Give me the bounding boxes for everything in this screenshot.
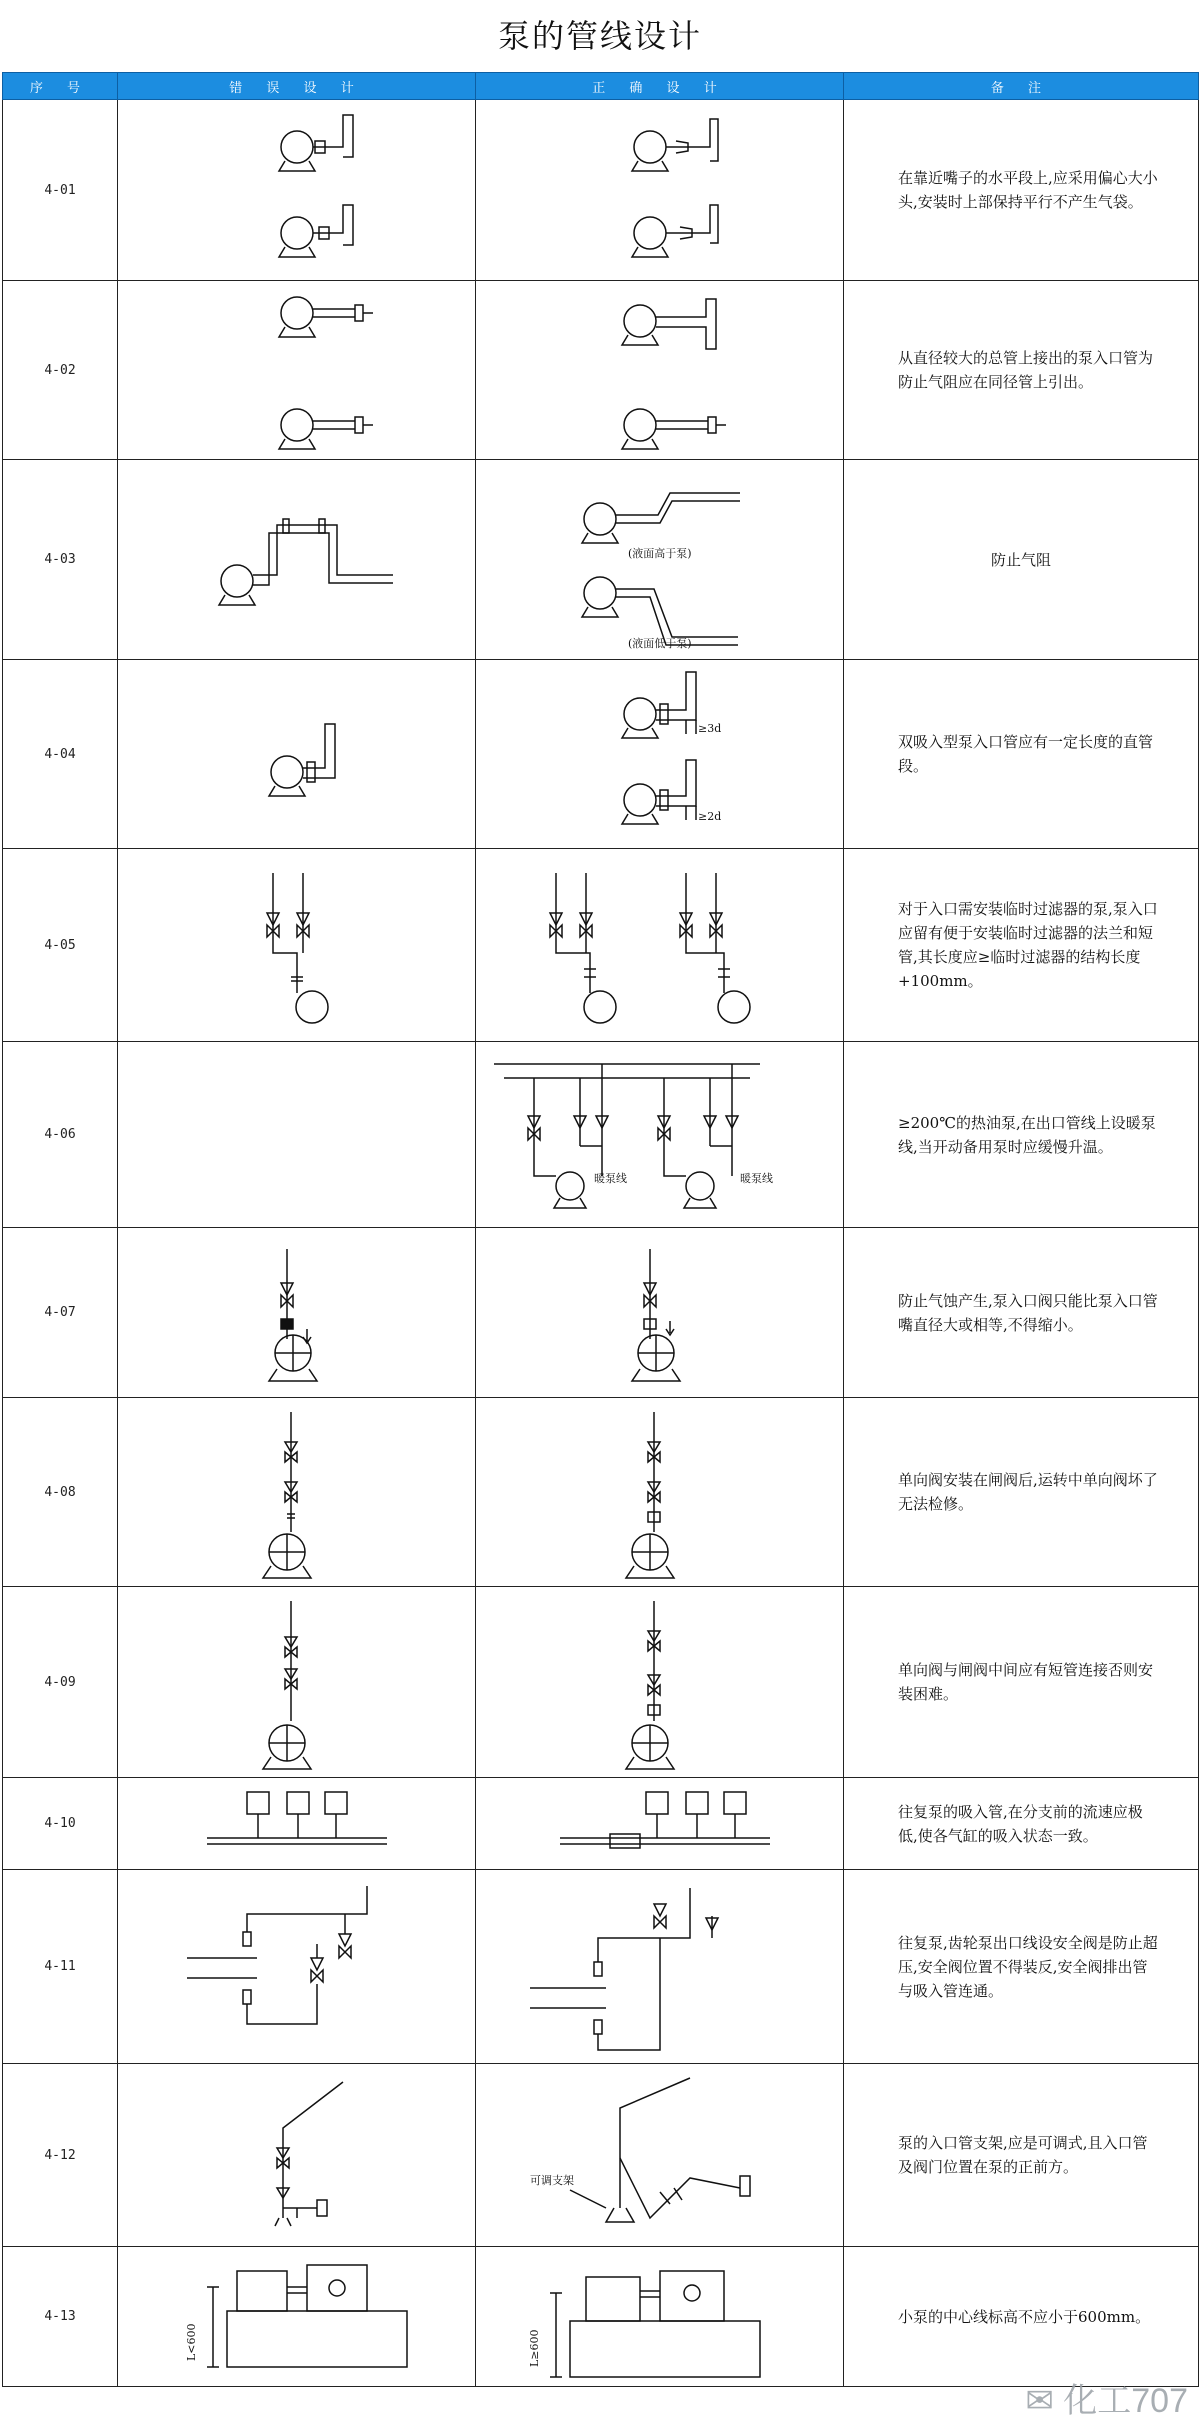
row-number: 4-04	[3, 660, 118, 849]
table-row	[3, 1042, 1199, 1228]
label-warm-pump-line: 暖泵线	[739, 1171, 773, 1185]
wechat-icon: ✉	[1025, 2382, 1054, 2420]
correct-design-drawing	[476, 281, 844, 460]
wrong-design-drawing	[118, 1042, 476, 1228]
drawing-4-06-correct	[490, 1046, 830, 1224]
drawing-4-05-correct	[510, 853, 810, 1038]
correct-design-drawing	[476, 1778, 844, 1870]
drawing-4-01-correct	[510, 105, 810, 275]
remarks-cell: 防止气蚀产生,泵入口阀只能比泵入口管嘴直径大或相等,不得缩小。	[844, 1228, 1199, 1398]
remarks-cell: 单向阀与闸阀中间应有短管连接否则安装困难。	[844, 1587, 1199, 1778]
row-number: 4-08	[3, 1398, 118, 1587]
wrong-design-drawing	[118, 849, 476, 1042]
wrong-design-drawing	[118, 2247, 476, 2387]
row-number: 4-09	[3, 1587, 118, 1778]
correct-design-drawing	[476, 849, 844, 1042]
row-number: 4-06	[3, 1042, 118, 1228]
table-header-row	[3, 73, 1199, 100]
label-height-min-600: L≥600	[527, 2328, 541, 2367]
correct-design-drawing	[476, 100, 844, 281]
wrong-design-drawing	[118, 1398, 476, 1587]
table-row	[3, 281, 1199, 460]
correct-design-drawing	[476, 2064, 844, 2247]
remarks-cell: 防止气阻	[844, 460, 1199, 660]
drawing-4-12-correct	[510, 2068, 810, 2243]
remarks-cell: 单向阀安装在闸阀后,运转中单向阀坏了无法检修。	[844, 1398, 1199, 1587]
table-row	[3, 849, 1199, 1042]
wrong-design-drawing	[118, 660, 476, 849]
drawing-4-04-correct	[510, 664, 810, 844]
row-number: 4-02	[3, 281, 118, 460]
remarks-cell: 泵的入口管支架,应是可调式,且入口管及阀门位置在泵的正前方。	[844, 2064, 1199, 2247]
row-number: 4-11	[3, 1870, 118, 2064]
table-row	[3, 2247, 1199, 2387]
drawing-4-13-wrong	[147, 2251, 447, 2383]
row-number: 4-01	[3, 100, 118, 281]
correct-design-drawing	[476, 660, 844, 849]
wrong-design-drawing	[118, 1778, 476, 1870]
drawing-4-08-correct	[510, 1402, 810, 1582]
pump-piping-table	[2, 72, 1199, 2387]
drawing-4-03-correct	[510, 465, 810, 655]
page-title: 泵的管线设计	[497, 17, 702, 55]
label-warm-pump-line: 暖泵线	[593, 1171, 627, 1185]
drawing-4-08-wrong	[147, 1402, 447, 1582]
label-liquid-below-pump: (液面低于泵)	[627, 636, 692, 650]
drawing-4-09-correct	[510, 1591, 810, 1773]
label-straight-3d: ≥3d	[697, 722, 721, 735]
table-row	[3, 100, 1199, 281]
correct-design-drawing	[476, 1042, 844, 1228]
wrong-design-drawing	[118, 1870, 476, 2064]
wrong-design-drawing	[118, 1587, 476, 1778]
label-liquid-above-pump: (液面高于泵)	[627, 546, 692, 560]
remarks-cell: ≥200℃的热油泵,在出口管线上设暖泵线,当开动备用泵时应缓慢升温。	[844, 1042, 1199, 1228]
wrong-design-drawing	[118, 460, 476, 660]
correct-design-drawing	[476, 1870, 844, 2064]
table-row	[3, 1398, 1199, 1587]
correct-design-drawing	[476, 1228, 844, 1398]
table-row	[3, 660, 1199, 849]
table-row	[3, 1778, 1199, 1870]
wrong-design-drawing	[118, 281, 476, 460]
drawing-4-05-wrong	[147, 853, 447, 1038]
correct-design-drawing	[476, 1398, 844, 1587]
drawing-4-07-correct	[510, 1233, 810, 1393]
wrong-design-drawing	[118, 1228, 476, 1398]
table-row	[3, 1870, 1199, 2064]
table-row	[3, 460, 1199, 660]
drawing-4-09-wrong	[147, 1591, 447, 1773]
remarks-cell: 双吸入型泵入口管应有一定长度的直管段。	[844, 660, 1199, 849]
row-number: 4-10	[3, 1778, 118, 1870]
correct-design-drawing	[476, 1587, 844, 1778]
remarks-cell: 在靠近嘴子的水平段上,应采用偏心大小头,安装时上部保持平行不产生气袋。	[844, 100, 1199, 281]
remarks-cell: 小泵的中心线标高不应小于600mm。	[844, 2247, 1199, 2387]
wrong-design-drawing	[118, 2064, 476, 2247]
drawing-4-02-correct	[510, 285, 810, 455]
drawing-4-11-wrong	[147, 1874, 447, 2060]
drawing-4-12-wrong	[147, 2068, 447, 2243]
header-remarks: 备 注	[844, 73, 1199, 100]
drawing-4-13-correct	[510, 2251, 810, 2383]
header-wrong-design: 错 误 设 计	[118, 73, 476, 100]
wrong-design-drawing	[118, 100, 476, 281]
drawing-4-03-wrong	[147, 465, 447, 655]
watermark	[1025, 2373, 1188, 2422]
table-row	[3, 2064, 1199, 2247]
table-row	[3, 1228, 1199, 1398]
header-correct-design: 正 确 设 计	[476, 73, 844, 100]
correct-design-drawing	[476, 460, 844, 660]
drawing-4-11-correct	[510, 1874, 810, 2060]
row-number: 4-03	[3, 460, 118, 660]
remarks-cell: 对于入口需安装临时过滤器的泵,泵入口应留有便于安装临时过滤器的法兰和短管,其长度应≥临时过滤器的结构长度+100mm。	[844, 849, 1199, 1042]
row-number: 4-07	[3, 1228, 118, 1398]
drawing-4-04-wrong	[147, 664, 447, 844]
header-no: 序 号	[3, 73, 118, 100]
drawing-4-10-wrong	[147, 1782, 447, 1866]
drawing-4-02-wrong	[147, 285, 447, 455]
label-straight-2d: ≥2d	[697, 810, 721, 823]
remarks-cell: 从直径较大的总管上接出的泵入口管为防止气阻应在同径管上引出。	[844, 281, 1199, 460]
correct-design-drawing	[476, 2247, 844, 2387]
drawing-4-07-wrong	[147, 1233, 447, 1393]
row-number: 4-05	[3, 849, 118, 1042]
label-height-less-600: L<600	[184, 2322, 198, 2361]
watermark-text: 化工707	[1063, 2382, 1188, 2420]
row-number: 4-13	[3, 2247, 118, 2387]
drawing-4-01-wrong	[147, 105, 447, 275]
remarks-cell: 往复泵,齿轮泵出口线设安全阀是防止超压,安全阀位置不得装反,安全阀排出管与吸入管连通。	[844, 1870, 1199, 2064]
drawing-4-10-correct	[510, 1782, 810, 1866]
remarks-cell: 往复泵的吸入管,在分支前的流速应极低,使各气缸的吸入状态一致。	[844, 1778, 1199, 1870]
row-number: 4-12	[3, 2064, 118, 2247]
label-adjustable-support: 可调支架	[529, 2173, 574, 2187]
table-row	[3, 1587, 1199, 1778]
